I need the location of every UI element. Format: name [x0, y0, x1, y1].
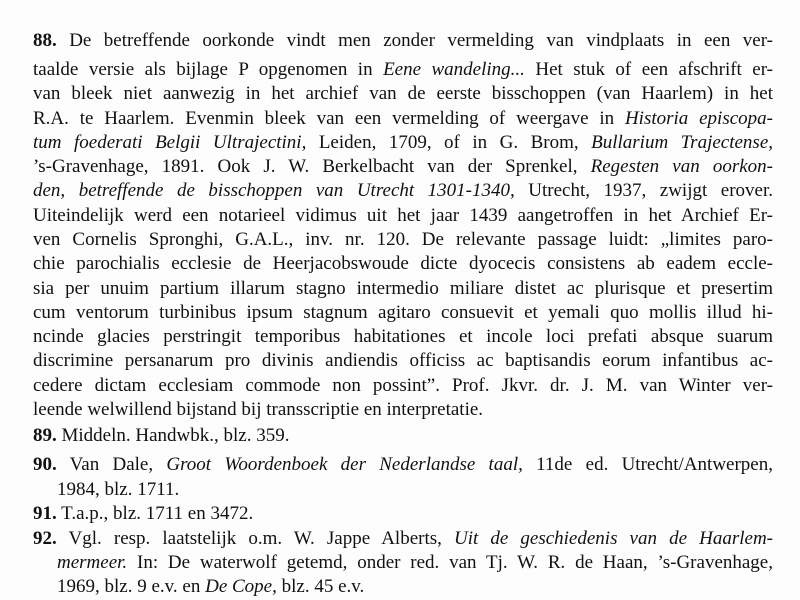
footnote-88-line-14: discrimine persanarum pro divinis andiendis officiss ac baptisandis eorum infantibus ac-: [33, 350, 773, 371]
footnote-92-title-haarlemmermeer-cont: mermeer.: [57, 552, 128, 573]
footnote-92-line-1: [33, 527, 773, 551]
footnote-88-number: 88.: [33, 30, 57, 51]
footnote-88-line-3: van bleek niet aanwezig in het archief van de eerste bisschoppen (van Haarlem) in het: [33, 83, 773, 104]
footnote-88-line-16: leende welwillend bijstand bij transscriptie en interpretatie.: [33, 399, 484, 420]
footnote-88-title-regesten: Regesten van oorkon-: [590, 156, 773, 177]
footnote-88-line-5: [33, 131, 773, 155]
footnote-91: [33, 502, 773, 526]
footnote-88-line-15: cedere dictam ecclesiam commode non possint”. Prof. Jkvr. dr. J. M. van Winter ver-: [33, 375, 773, 396]
footnote-91-text: T.a.p., blz. 1711 en 3472.: [61, 503, 254, 524]
footnote-92-text-3c: blz. 45 e.v.: [276, 576, 365, 597]
footnote-90-text-1a: Van Dale,: [69, 454, 167, 475]
footnote-88-line-2: [33, 58, 773, 82]
footnote-88-title-historia-cont: tum foederati Belgii Ultrajectini,: [33, 132, 307, 153]
footnote-89-number: 89.: [33, 425, 57, 446]
footnote-88-line-8: Uiteindelijk werd een notarieel vidimus uit het jaar 1439 aangetroffen in het Archief Er-: [33, 205, 773, 226]
footnote-90-line-1: [33, 453, 773, 477]
footnote-88-title-wandeling: Eene wandeling...: [383, 59, 525, 80]
footnote-92-text-3a: 1969, blz. 9 e.v. en: [57, 576, 206, 597]
footnote-88-title-bullarium: Bullarium Trajectense,: [591, 132, 773, 153]
footnote-91-number: 91.: [33, 503, 57, 524]
footnote-88-title-regesten-cont: den, betreffende de bisschoppen van Utrecht 1301-1340,: [33, 180, 515, 201]
footnote-89: [33, 424, 773, 448]
footnote-88-text-5b: Leiden, 1709, of in G. Brom,: [306, 132, 592, 153]
footnote-90-title-van-dale: Groot Woordenboek der Nederlandse taal,: [166, 454, 523, 475]
footnote-88-text-7b: Utrecht, 1937, zwijgt erover.: [514, 180, 773, 201]
footnote-88-line-12: cum ventorum turbinibus ipsum stagnum agitaro consuevit et yemali quo mollis illud hi-: [33, 302, 773, 323]
footnote-88-line-4: [33, 107, 773, 131]
footnote-88-line-6: [33, 155, 773, 179]
footnote-88-title-historia: Historia episcopa-: [624, 108, 773, 129]
footnote-88-line-10: chie parochialis ecclesie de Heerjacobswoude dicte dyocecis consistens ab eadem eccle-: [33, 253, 773, 274]
footnote-90-text-1c: 11de ed. Utrecht/Antwerpen,: [522, 454, 773, 475]
footnote-88-line-11: sia per unuim partium illarum stagno intermedio miliare distet ac plurisque et presertim: [33, 278, 773, 299]
footnote-92-text-1a: Vgl. resp. laatstelijk o.m. W. Jappe Alberts,: [68, 528, 454, 549]
footnote-88-text-2a: taalde versie als bijlage P opgenomen in: [33, 59, 384, 80]
footnote-89-text: Middeln. Handwbk., blz. 359.: [61, 425, 290, 446]
footnote-88-line-9: ven Cornelis Spronghi, G.A.L., inv. nr. 120. De relevante passage luidt: „limites paro-: [33, 229, 773, 250]
footnote-90-line-2: 1984, blz. 1711.: [57, 479, 180, 500]
footnote-88-text-1: De betreffende oorkonde vindt men zonder vermelding van vindplaats in een ver-: [69, 30, 773, 51]
footnote-92-title-haarlemmermeer: Uit de geschiedenis van de Haarlem-: [453, 528, 773, 549]
footnote-88-text-2c: Het stuk of een afschrift er-: [524, 59, 773, 80]
footnote-90-number: 90.: [33, 454, 57, 475]
footnote-88-text-4a: R.A. te Haarlem. Evenmin bleek van een vermelding of weergave in: [33, 108, 625, 129]
footnote-88-text-6a: ’s-Gravenhage, 1891. Ook J. W. Berkelbacht van der Sprenkel,: [33, 156, 591, 177]
footnote-88-line-7: [33, 179, 773, 203]
footnote-92-line-2: [57, 551, 773, 575]
footnote-88-line-13: ncinde glacies perstringit temporibus habitationes et incole loci prefati absque suarum: [33, 326, 773, 347]
footnote-88-line-1: [33, 29, 773, 53]
footnote-92-title-de-cope: De Cope,: [205, 576, 277, 597]
footnote-92-number: 92.: [33, 528, 57, 549]
footnote-92-text-2b: In: De waterwolf getemd, onder red. van Tj. W. R. de Haan, ’s-Gravenhage,: [127, 552, 773, 573]
footnote-92-line-3: [57, 575, 773, 599]
